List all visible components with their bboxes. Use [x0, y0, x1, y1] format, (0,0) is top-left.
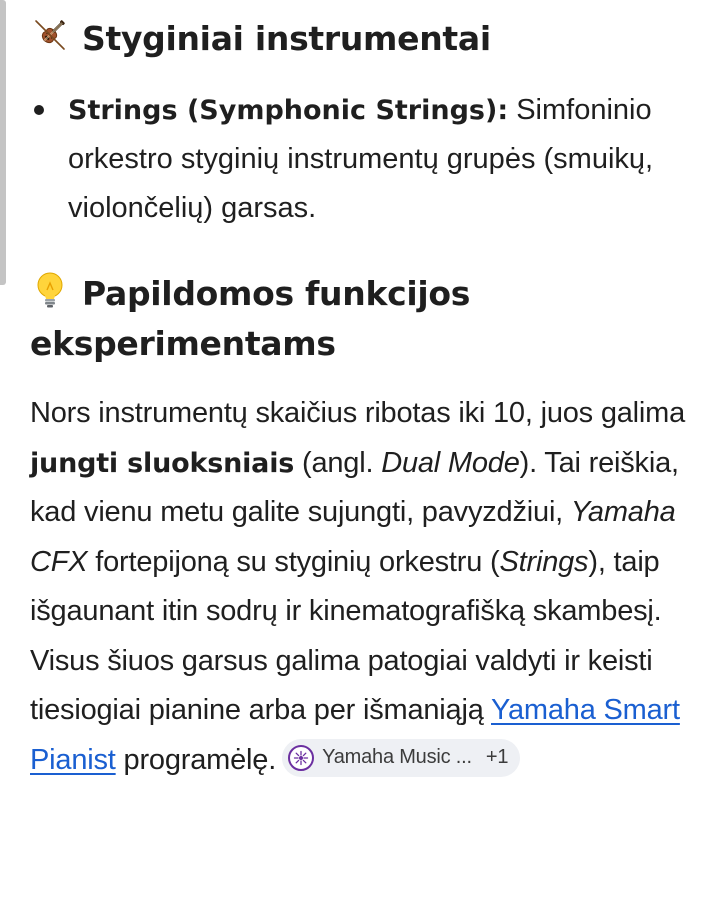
- section-heading-text: Papildomos funkcijos eksperimentams: [30, 274, 471, 363]
- italic-text: Strings: [499, 545, 589, 578]
- text-run: fortepijoną su styginių orkestru (: [87, 545, 500, 578]
- list-item: [30, 86, 700, 233]
- text-run: Nors instrumentų skaičius ribotas iki 10, juos galima: [30, 397, 686, 429]
- body-paragraph: [30, 389, 698, 785]
- instrument-list: [30, 86, 698, 233]
- text-run: programėlę.: [115, 743, 277, 776]
- section-heading-strings: [30, 14, 698, 64]
- section-heading-extra: [30, 269, 698, 369]
- bold-text: jungti sluoksniais: [30, 447, 295, 479]
- source-chip[interactable]: [282, 739, 520, 777]
- scroll-indicator[interactable]: [0, 0, 6, 285]
- lightbulb-icon: [30, 270, 70, 310]
- response-content: [30, 0, 698, 785]
- smart-pianist-link[interactable]: Yamaha Smart Pianist: [30, 694, 680, 776]
- yamaha-logo-icon: [288, 745, 314, 771]
- bullet-icon: [34, 105, 44, 115]
- item-description: Simfoninio orkestro styginių instrumentų grupės (smuikų, violončelių) garsas.: [68, 94, 654, 224]
- source-chip-label: Yamaha Music ...: [322, 745, 472, 768]
- source-chip-count: +1: [485, 745, 509, 768]
- text-run: (angl.: [294, 446, 382, 479]
- violin-icon: [30, 15, 70, 55]
- section-heading-text: Styginiai instrumentai: [82, 19, 491, 58]
- italic-text: Dual Mode: [381, 446, 520, 479]
- italic-text: Yamaha CFX: [30, 496, 676, 578]
- item-term: Strings (Symphonic Strings):: [68, 95, 509, 126]
- text-run: ), taip išgaunant itin sodrų ir kinematografišką skambesį. Visus šiuos garsus galima patogiai valdyti ir keisti tiesiogiai pianine arba per išmaniąją: [30, 545, 662, 726]
- text-run: ). Tai reiškia, kad vienu metu galite sujungti, pavyzdžiui,: [30, 446, 679, 528]
